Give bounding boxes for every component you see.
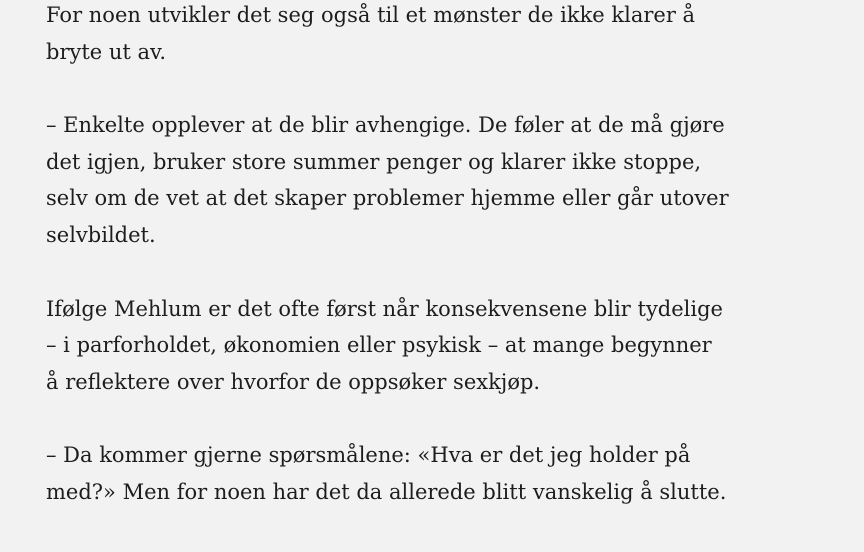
text-line: selv om de vet at det skaper problemer hjemme eller går utover	[46, 186, 729, 211]
text-line: selvbildet.	[46, 222, 156, 247]
article-body	[46, 0, 846, 548]
text-line: For noen utvikler det seg også til et mønster de ikke klarer å	[46, 3, 696, 27]
text-line: – Enkelte opplever at de blir avhengige. De føler at de må gjøre	[46, 113, 725, 138]
text-line: Ifølge Mehlum er det ofte først når konsekvensene blir tydelige	[46, 296, 723, 321]
text-line: å reflektere over hvorfor de oppsøker sexkjøp.	[46, 369, 541, 394]
text-line: – i parforholdet, økonomien eller psykisk – at mange begynner	[46, 333, 712, 358]
paragraph-quote	[46, 437, 846, 510]
paragraph	[46, 291, 846, 401]
text-line: – Da kommer gjerne spørsmålene: «Hva er det jeg holder på	[46, 443, 691, 468]
text-line: det igjen, bruker store summer penger og klarer ikke stoppe,	[46, 149, 702, 174]
text-line: bryte ut av.	[46, 39, 167, 64]
paragraph-quote	[46, 107, 846, 253]
text-line: med?» Men for noen har det da allerede blitt vanskelig å slutte.	[46, 479, 727, 504]
paragraph	[46, 0, 846, 70]
